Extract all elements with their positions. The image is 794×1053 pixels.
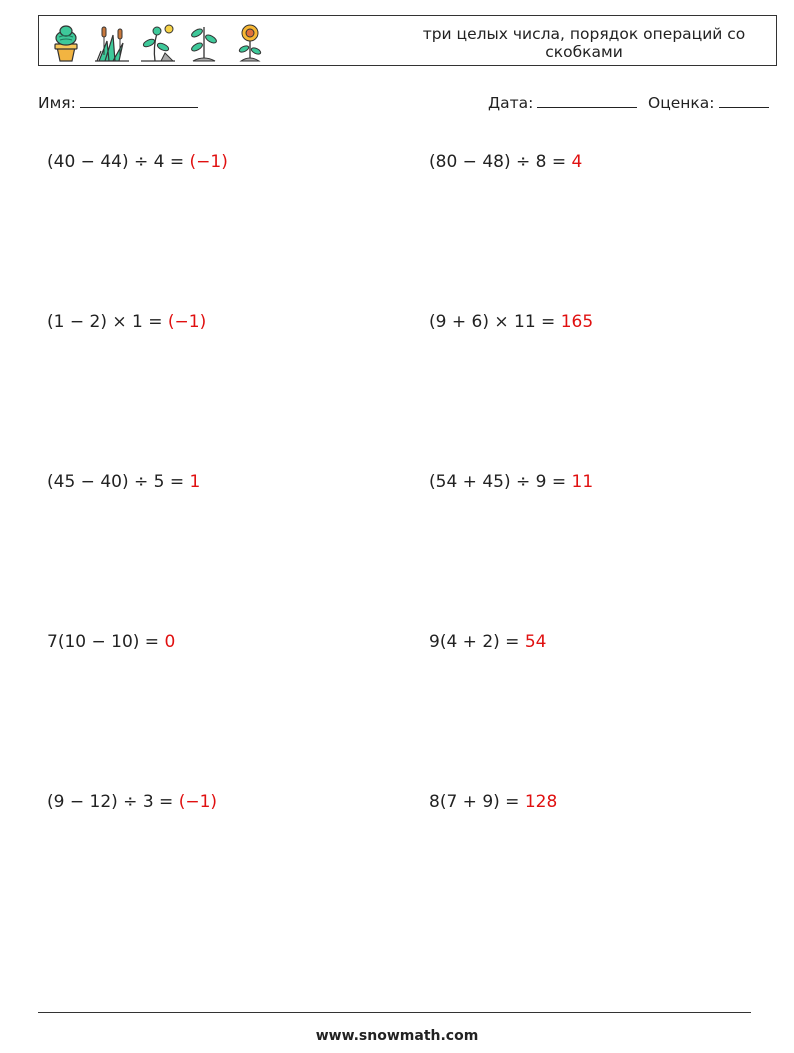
problem-5 bbox=[47, 472, 200, 492]
problem-answer: 54 bbox=[524, 632, 547, 652]
problem-expression: (9 − 12) ÷ 3 = bbox=[47, 792, 179, 812]
problem-9 bbox=[47, 792, 217, 812]
problem-expression: 8(7 + 9) = bbox=[429, 792, 525, 812]
problem-answer: (−1) bbox=[178, 792, 218, 812]
date-label: Дата: bbox=[488, 94, 534, 112]
cattail-plant-icon bbox=[93, 21, 131, 63]
name-blank bbox=[80, 92, 198, 108]
sunflower-icon bbox=[231, 21, 269, 63]
problem-expression: (80 − 48) ÷ 8 = bbox=[429, 152, 572, 172]
problem-10 bbox=[429, 792, 557, 812]
problem-answer: 0 bbox=[164, 632, 176, 652]
score-field bbox=[648, 92, 769, 112]
potted-plant-icon bbox=[47, 21, 85, 63]
score-label: Оценка: bbox=[648, 94, 715, 112]
name-label: Имя: bbox=[38, 94, 76, 112]
problem-expression: 7(10 − 10) = bbox=[47, 632, 165, 652]
problem-7 bbox=[47, 632, 175, 652]
problem-answer: 4 bbox=[571, 152, 583, 172]
problem-expression: (54 + 45) ÷ 9 = bbox=[429, 472, 572, 492]
header-icons bbox=[47, 21, 269, 63]
problem-answer: 1 bbox=[189, 472, 201, 492]
sprout-plant-icon bbox=[185, 21, 223, 63]
problem-8 bbox=[429, 632, 546, 652]
problem-2 bbox=[429, 152, 582, 172]
problem-expression: (1 − 2) × 1 = bbox=[47, 312, 168, 332]
problem-expression: 9(4 + 2) = bbox=[429, 632, 525, 652]
footer-website[interactable]: www.snowmath.com bbox=[315, 1028, 479, 1044]
problem-answer: 11 bbox=[571, 472, 594, 492]
problem-4 bbox=[429, 312, 593, 332]
problem-6 bbox=[429, 472, 593, 492]
date-field bbox=[488, 92, 637, 112]
date-blank bbox=[537, 92, 637, 108]
problem-expression: (9 + 6) × 11 = bbox=[429, 312, 561, 332]
worksheet-header bbox=[38, 15, 777, 66]
footer-divider bbox=[38, 1012, 751, 1013]
problem-expression: (40 − 44) ÷ 4 = bbox=[47, 152, 190, 172]
score-blank bbox=[719, 92, 769, 108]
problem-answer: (−1) bbox=[189, 152, 228, 172]
problem-answer: 128 bbox=[524, 792, 558, 812]
problem-expression: (45 − 40) ÷ 5 = bbox=[47, 472, 190, 492]
problem-1 bbox=[47, 152, 228, 172]
problem-3 bbox=[47, 312, 206, 332]
name-field bbox=[38, 92, 198, 112]
problem-answer: 165 bbox=[560, 312, 594, 332]
worksheet-title: три целых числа, порядок операций со скобками bbox=[422, 25, 746, 61]
flowering-plant-icon bbox=[139, 21, 177, 63]
problem-answer: (−1) bbox=[167, 312, 207, 332]
